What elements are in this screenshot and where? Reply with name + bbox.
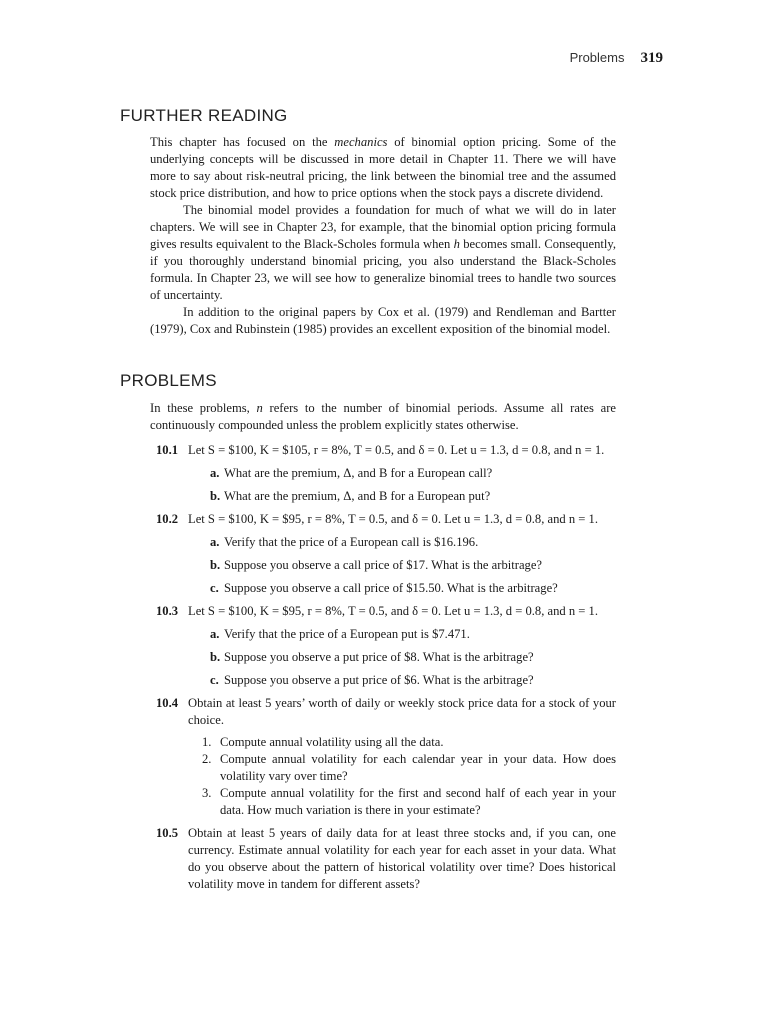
further-reading-paragraph-1 xyxy=(150,134,616,202)
problems-intro xyxy=(150,400,616,434)
problem-part xyxy=(188,580,616,597)
problem-10-2 xyxy=(150,511,616,597)
part-label: a. xyxy=(210,466,220,480)
part-text: Suppose you observe a call price of $17. What is the arbitrage? xyxy=(224,558,543,572)
problem-10-4 xyxy=(150,695,616,819)
emphasis-text: n xyxy=(256,401,263,415)
problem-number: 10.5 xyxy=(156,826,179,840)
part-label: a. xyxy=(210,627,220,641)
part-text: Verify that the price of a European put is $7.471. xyxy=(224,627,470,641)
part-label: c. xyxy=(210,673,219,687)
problem-10-5 xyxy=(150,825,616,893)
problems-list xyxy=(150,442,616,893)
paragraph-text: The binomial model provides a foundation for much of what we will do in later chapters. We will see in Chapter 23, for example, that the binomial option pricing formula gives results equivalent to the Black-Scholes formula when xyxy=(150,203,616,251)
paragraph-text: This chapter has focused on the xyxy=(150,135,335,149)
problem-10-3 xyxy=(150,603,616,689)
further-reading-heading: FURTHER READING xyxy=(120,106,288,125)
paragraph-text: of binomial option pricing. Some of the underlying concepts will be discussed in more detail in Chapter 11. There we will have more to say about risk-neutral pricing, the link between the binomial tree and the assumed stock price distribution, and how to price options when the stock pays a discrete dividend. xyxy=(150,135,616,200)
paragraph-text: In these problems, xyxy=(150,401,257,415)
problem-part xyxy=(188,672,616,689)
problem-part xyxy=(188,465,616,482)
further-reading-paragraph-2 xyxy=(150,202,616,304)
step-text: Compute annual volatility using all the data. xyxy=(220,735,444,749)
emphasis-text: h xyxy=(453,237,460,251)
problem-stem: Let S = $100, K = $105, r = 8%, T = 0.5, and δ = 0. Let u = 1.3, d = 0.8, and n = 1. xyxy=(188,443,605,457)
part-label: b. xyxy=(210,650,221,664)
problem-stem: Obtain at least 5 years of daily data for at least three stocks and, if you can, one currency. Estimate annual volatility for each year for each asset in your data. What do you observe about the pattern of historical volatility over time? Does historical volatility move in tandem for different assets? xyxy=(188,826,616,891)
problem-step xyxy=(188,785,616,819)
problem-number: 10.1 xyxy=(156,443,179,457)
problem-part xyxy=(188,626,616,643)
part-label: a. xyxy=(210,535,220,549)
step-text: Compute annual volatility for the first and second half of each year in your data. How much variation is there in your estimate? xyxy=(220,786,616,817)
problem-10-1 xyxy=(150,442,616,505)
step-label: 1. xyxy=(202,735,212,749)
paragraph-text: becomes small. Consequently, if you thoroughly understand binomial pricing, you also understand the Black-Scholes formula. In Chapter 23, we will see how to generalize binomial trees to handle two sources of uncertainty. xyxy=(150,237,616,302)
part-text: What are the premium, Δ, and B for a European call? xyxy=(224,466,493,480)
problem-step xyxy=(188,734,616,751)
problem-part xyxy=(188,534,616,551)
further-reading-paragraph-3: In addition to the original papers by Cox et al. (1979) and Rendleman and Bartter (1979), Cox and Rubinstein (1985) provides an excellent exposition of the binomial model. xyxy=(150,305,616,336)
part-label: b. xyxy=(210,489,221,503)
part-text: Suppose you observe a put price of $8. What is the arbitrage? xyxy=(224,650,534,664)
running-head xyxy=(570,50,663,67)
problem-number: 10.4 xyxy=(156,696,179,710)
problem-part xyxy=(188,649,616,666)
part-text: Suppose you observe a call price of $15.50. What is the arbitrage? xyxy=(224,581,558,595)
problem-number: 10.2 xyxy=(156,512,179,526)
problem-part xyxy=(188,488,616,505)
part-text: Suppose you observe a put price of $6. What is the arbitrage? xyxy=(224,673,534,687)
problem-part xyxy=(188,557,616,574)
part-text: What are the premium, Δ, and B for a European put? xyxy=(224,489,491,503)
further-reading-body xyxy=(150,134,616,338)
step-label: 2. xyxy=(202,752,212,766)
emphasis-text: mechanics xyxy=(334,135,388,149)
step-text: Compute annual volatility for each calendar year in your data. How does volatility vary over time? xyxy=(220,752,616,783)
running-head-label: Problems xyxy=(569,50,625,65)
problem-stem: Let S = $100, K = $95, r = 8%, T = 0.5, and δ = 0. Let u = 1.3, d = 0.8, and n = 1. xyxy=(188,604,598,618)
problem-steps xyxy=(188,734,616,819)
problem-parts xyxy=(188,534,616,597)
part-label: b. xyxy=(210,558,221,572)
part-label: c. xyxy=(210,581,219,595)
problem-parts xyxy=(188,626,616,689)
problem-parts xyxy=(188,465,616,505)
problems-heading: PROBLEMS xyxy=(120,371,217,390)
problem-stem: Let S = $100, K = $95, r = 8%, T = 0.5, and δ = 0. Let u = 1.3, d = 0.8, and n = 1. xyxy=(188,512,598,526)
step-label: 3. xyxy=(202,786,212,800)
problem-stem: Obtain at least 5 years’ worth of daily or weekly stock price data for a stock of your choice. xyxy=(188,696,616,727)
paragraph-text: refers to the number of binomial periods. Assume all rates are continuously compounded unless the problem explicitly states otherwise. xyxy=(150,401,616,432)
problems-intro-paragraph xyxy=(150,400,616,434)
part-text: Verify that the price of a European call is $16.196. xyxy=(224,535,479,549)
problem-number: 10.3 xyxy=(156,604,179,618)
page-number: 319 xyxy=(640,50,663,66)
problem-step xyxy=(188,751,616,785)
